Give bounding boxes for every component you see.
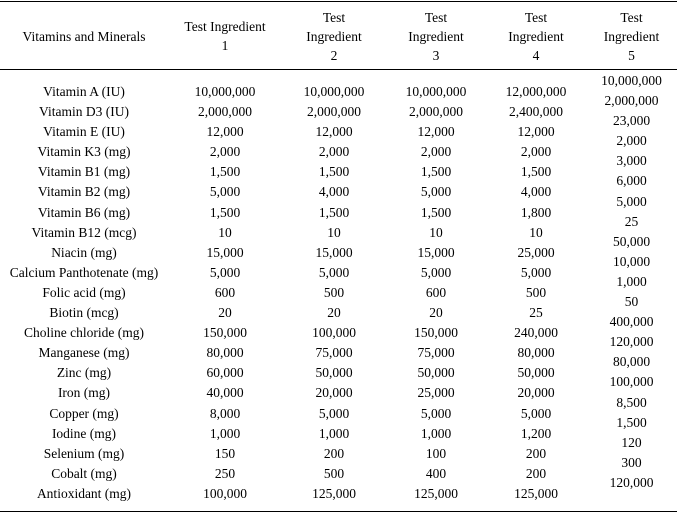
column-nutrients — [0, 82, 168, 504]
table-cell: 25 — [529, 305, 543, 321]
table-cell: 25,000 — [417, 385, 455, 401]
table-cell: 600 — [425, 284, 447, 300]
table-cell: 20 — [429, 305, 443, 321]
nutrient-label: Vitamin E (IU) — [43, 124, 125, 140]
nutrient-label: Selenium (mg) — [43, 445, 125, 461]
nutrient-label: Zinc (mg) — [56, 365, 112, 381]
table-cell: 75,000 — [417, 345, 455, 361]
table-cell: 1,000 — [420, 425, 452, 441]
table-cell: 8,500 — [616, 394, 647, 410]
table-cell: 500 — [525, 284, 547, 300]
table-cell: 50,000 — [517, 365, 555, 381]
table-cell: 15,000 — [417, 244, 455, 260]
table-cell: 12,000 — [315, 124, 353, 140]
table-cell: 2,000,000 — [198, 104, 252, 120]
nutrient-label: Vitamin B1 (mg) — [37, 164, 131, 180]
header-nutrient: Vitamins and Minerals — [22, 28, 146, 44]
table-cell: 6,000 — [616, 173, 647, 189]
table-cell: 4,000 — [318, 184, 350, 200]
column-ingredient-1 — [168, 82, 282, 504]
table-cell: 120,000 — [609, 474, 654, 490]
table-cell: 1,000 — [616, 273, 647, 289]
column-ingredient-4 — [486, 82, 586, 504]
table-cell: 2,000,000 — [307, 104, 361, 120]
table-cell: 400,000 — [609, 314, 654, 330]
table-cell: 300 — [621, 454, 642, 470]
table-cell: 60,000 — [206, 365, 244, 381]
table-cell: 50,000 — [315, 365, 353, 381]
column-ingredient-3 — [386, 82, 486, 504]
table-cell: 12,000,000 — [505, 84, 567, 99]
table-cell: 1,500 — [318, 204, 350, 220]
table-cell: 150 — [214, 445, 236, 461]
table-cell: 10,000 — [612, 253, 651, 269]
table-cell: 10,000,000 — [303, 84, 365, 99]
table-cell: 2,400,000 — [509, 104, 563, 120]
nutrient-label: Biotin (mcg) — [49, 305, 119, 321]
table-cell: 125,000 — [514, 485, 558, 501]
table-cell: 600 — [214, 284, 236, 300]
table-cell: 2,000 — [520, 144, 552, 160]
table-cell: 20 — [327, 305, 341, 321]
table-cell: 50 — [624, 294, 639, 310]
table-cell: 1,500 — [420, 204, 452, 220]
table-cell: 1,500 — [209, 164, 241, 180]
table-cell: 10,000,000 — [405, 84, 467, 99]
nutrient-label: Vitamin B12 (mcg) — [31, 224, 137, 240]
table-cell: 1,200 — [520, 425, 552, 441]
table-cell: 1,000 — [209, 425, 241, 441]
table-cell: 40,000 — [206, 385, 244, 401]
table-cell: 80,000 — [612, 354, 651, 370]
nutrient-label: Vitamin D3 (IU) — [39, 104, 129, 120]
table-cell: 2,000 — [616, 133, 647, 149]
table-cell: 5,000 — [318, 264, 350, 280]
table-cell: 200 — [525, 465, 547, 481]
table-cell: 15,000 — [315, 244, 353, 260]
table-cell: 10 — [218, 224, 232, 240]
table-cell: 2,000 — [318, 144, 350, 160]
table-cell: 3,000 — [616, 153, 647, 169]
table-cell: 5,000 — [520, 405, 552, 421]
table-cell: 125,000 — [312, 485, 356, 501]
header-ingredient-2: Test Ingredient 2 — [306, 9, 362, 63]
table-cell: 500 — [323, 284, 345, 300]
nutrient-label: Vitamin B6 (mg) — [37, 204, 131, 220]
table-cell: 150,000 — [414, 325, 458, 341]
nutrient-label: Iron (mg) — [57, 385, 111, 401]
table-cell: 1,500 — [209, 204, 241, 220]
table-cell: 20 — [218, 305, 232, 321]
table-cell: 1,800 — [520, 204, 552, 220]
table-cell: 5,000 — [209, 264, 241, 280]
table-cell: 250 — [214, 465, 236, 481]
column-ingredient-5 — [586, 71, 677, 493]
table-cell: 5,000 — [616, 193, 647, 209]
table-cell: 10 — [429, 224, 443, 240]
table-cell: 120,000 — [609, 334, 654, 350]
table-cell: 5,000 — [520, 264, 552, 280]
nutrient-label: Folic acid (mg) — [42, 284, 126, 300]
table-cell: 240,000 — [514, 325, 558, 341]
table-bottom-rule — [0, 511, 677, 512]
nutrient-label: Vitamin K3 (mg) — [37, 144, 131, 160]
table-cell: 10,000,000 — [194, 84, 256, 99]
table-cell: 12,000 — [206, 124, 244, 140]
table-cell: 100,000 — [312, 325, 356, 341]
table-cell: 75,000 — [315, 345, 353, 361]
table-cell: 5,000 — [420, 264, 452, 280]
table-cell: 200 — [323, 445, 345, 461]
table-cell: 12,000 — [417, 124, 455, 140]
table-cell: 500 — [323, 465, 345, 481]
table-cell: 1,500 — [520, 164, 552, 180]
table-cell: 150,000 — [203, 325, 247, 341]
table-cell: 10,000,000 — [601, 73, 662, 88]
table-cell: 20,000 — [315, 385, 353, 401]
table-cell: 15,000 — [206, 244, 244, 260]
table-top-rule — [0, 1, 677, 2]
table-cell: 8,000 — [209, 405, 241, 421]
table-cell: 120 — [621, 434, 642, 450]
nutrient-label: Manganese (mg) — [38, 345, 130, 361]
table-cell: 50,000 — [417, 365, 455, 381]
header-ingredient-5: Test Ingredient 5 — [603, 9, 660, 63]
table-cell: 125,000 — [414, 485, 458, 501]
table-cell: 23,000 — [612, 113, 651, 129]
table-cell: 1,500 — [318, 164, 350, 180]
table-cell: 12,000 — [517, 124, 555, 140]
table-cell: 2,000 — [209, 144, 241, 160]
table-cell: 100 — [425, 445, 447, 461]
table-cell: 100,000 — [609, 374, 654, 390]
table-header-rule — [0, 69, 677, 70]
nutrient-label: Antioxidant (mg) — [36, 485, 132, 501]
table-cell: 25 — [624, 213, 639, 229]
table-cell: 10 — [529, 224, 543, 240]
table-cell: 25,000 — [517, 244, 555, 260]
nutrient-label: Copper (mg) — [49, 405, 119, 421]
table-cell: 20,000 — [517, 385, 555, 401]
nutrient-label: Niacin (mg) — [51, 244, 117, 260]
table-cell: 100,000 — [203, 485, 247, 501]
header-ingredient-4: Test Ingredient 4 — [508, 9, 564, 63]
table-cell: 400 — [425, 465, 447, 481]
nutrient-label: Iodine (mg) — [51, 425, 117, 441]
nutrient-label: Vitamin A (IU) — [43, 84, 125, 99]
header-ingredient-3: Test Ingredient 3 — [408, 9, 464, 63]
table-cell: 1,000 — [318, 425, 350, 441]
table-cell: 80,000 — [517, 345, 555, 361]
table-cell: 1,500 — [616, 414, 647, 430]
nutrient-label: Cobalt (mg) — [51, 465, 117, 481]
table-cell: 4,000 — [520, 184, 552, 200]
table-cell: 80,000 — [206, 345, 244, 361]
table-cell: 5,000 — [420, 405, 452, 421]
nutrient-label: Calcium Panthotenate (mg) — [9, 264, 159, 280]
table-cell: 1,500 — [420, 164, 452, 180]
table-cell: 5,000 — [420, 184, 452, 200]
nutrient-label: Vitamin B2 (mg) — [37, 184, 131, 200]
table-cell: 2,000,000 — [604, 93, 659, 109]
table-cell: 10 — [327, 224, 341, 240]
table-cell: 2,000,000 — [409, 104, 463, 120]
table-cell: 5,000 — [209, 184, 241, 200]
table-cell: 5,000 — [318, 405, 350, 421]
table-cell: 50,000 — [612, 233, 651, 249]
column-ingredient-2 — [282, 82, 386, 504]
nutrient-label: Choline chloride (mg) — [24, 325, 144, 341]
header-ingredient-1: Test Ingredient 1 — [184, 19, 266, 53]
table-cell: 200 — [525, 445, 547, 461]
table-cell: 2,000 — [420, 144, 452, 160]
